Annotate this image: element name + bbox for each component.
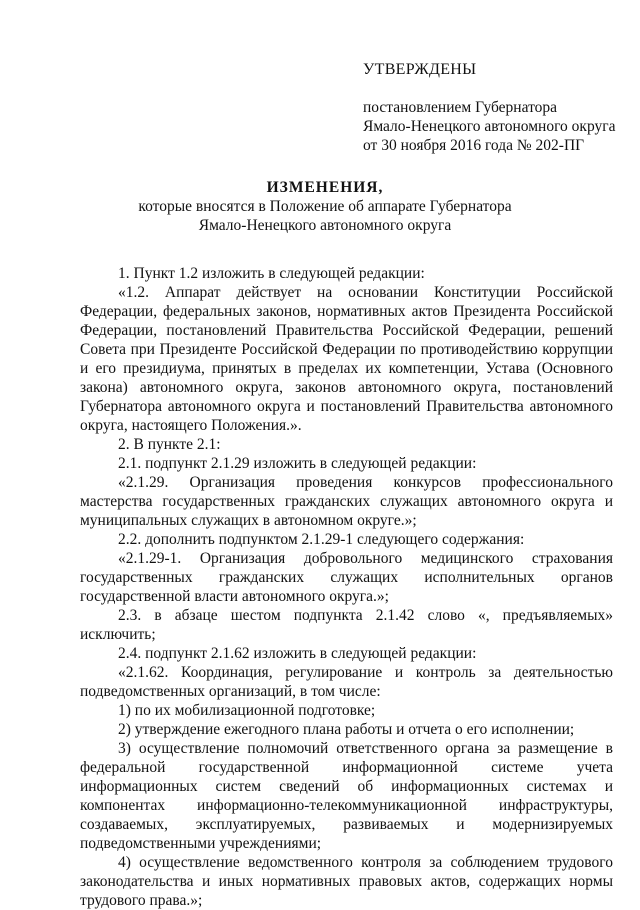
approval-line: от 30 ноября 2016 года № 202-ПГ xyxy=(363,137,585,154)
paragraph: «2.1.29-1. Организация добровольного медицинского страхования государственных гражданских служащих исполнительных органов государственной власти автономного округа.»; xyxy=(80,550,613,605)
paragraph: 4) осуществление ведомственного контроля за соблюдением трудового законодательства и иных нормативных правовых актов, содержащих нормы трудового права.»; xyxy=(80,854,613,909)
document-body xyxy=(80,264,613,910)
approval-line: Ямало-Ненецкого автономного округа xyxy=(363,118,616,135)
document-subtitle-line: которые вносятся в Положение об аппарате Губернатора xyxy=(138,198,512,215)
paragraph: 2. В пункте 2.1: xyxy=(118,436,221,453)
paragraph: «2.1.62. Координация, регулирование и контроль за деятельностью подведомственных организаций, в том числе: xyxy=(80,664,613,700)
paragraph: 2.3. в абзаце шестом подпункта 2.1.42 слово «, предъявляемых» исключить; xyxy=(80,607,613,643)
paragraph: 2.4. подпункт 2.1.62 изложить в следующей редакции: xyxy=(118,645,477,662)
paragraph: 1. Пункт 1.2 изложить в следующей редакции: xyxy=(118,265,425,282)
document-title: ИЗМЕНЕНИЯ, xyxy=(266,179,384,196)
paragraph: 2.2. дополнить подпунктом 2.1.29-1 следующего содержания: xyxy=(118,531,525,548)
paragraph: 3) осуществление полномочий ответственного органа за размещение в федеральной государственной информационной системе учета информационных систем сведений об информационных системах и компонентах информационно-телекоммуникационной инфраструктуры, создаваемых, эксплуатируемых, развиваемых и модернизируемых подведомственными учреждениями; xyxy=(80,740,613,852)
paragraph: 2.1. подпункт 2.1.29 изложить в следующей редакции: xyxy=(118,455,477,472)
approval-line: постановлением Губернатора xyxy=(363,99,558,116)
approval-stamp: УТВЕРЖДЕНЫ xyxy=(363,61,477,78)
paragraph: «1.2. Аппарат действует на основании Конституции Российской Федерации, федеральных законов, нормативных актов Президента Российской Федерации, постановлений Правительства Российской Федерации, решений Совета при Президенте Российской Федерации по противодействию коррупции и его президиума, принятых в пределах их компетенции, Устава (Основного закона) автономного округа, законов автономного округа, постановлений Губернатора автономного округа и постановлений Правительства автономного округа, настоящего Положения.». xyxy=(80,284,613,434)
document-subtitle-line: Ямало-Ненецкого автономного округа xyxy=(198,217,452,234)
paragraph: 2) утверждение ежегодного плана работы и отчета о его исполнении; xyxy=(118,721,575,738)
document-heading xyxy=(80,178,570,235)
approval-block xyxy=(363,60,615,155)
paragraph: «2.1.29. Организация проведения конкурсов профессионального мастерства государственных гражданских служащих автономного округа и муниципальных служащих в автономном округе.»; xyxy=(80,474,613,529)
paragraph: 1) по их мобилизационной подготовке; xyxy=(118,702,376,719)
